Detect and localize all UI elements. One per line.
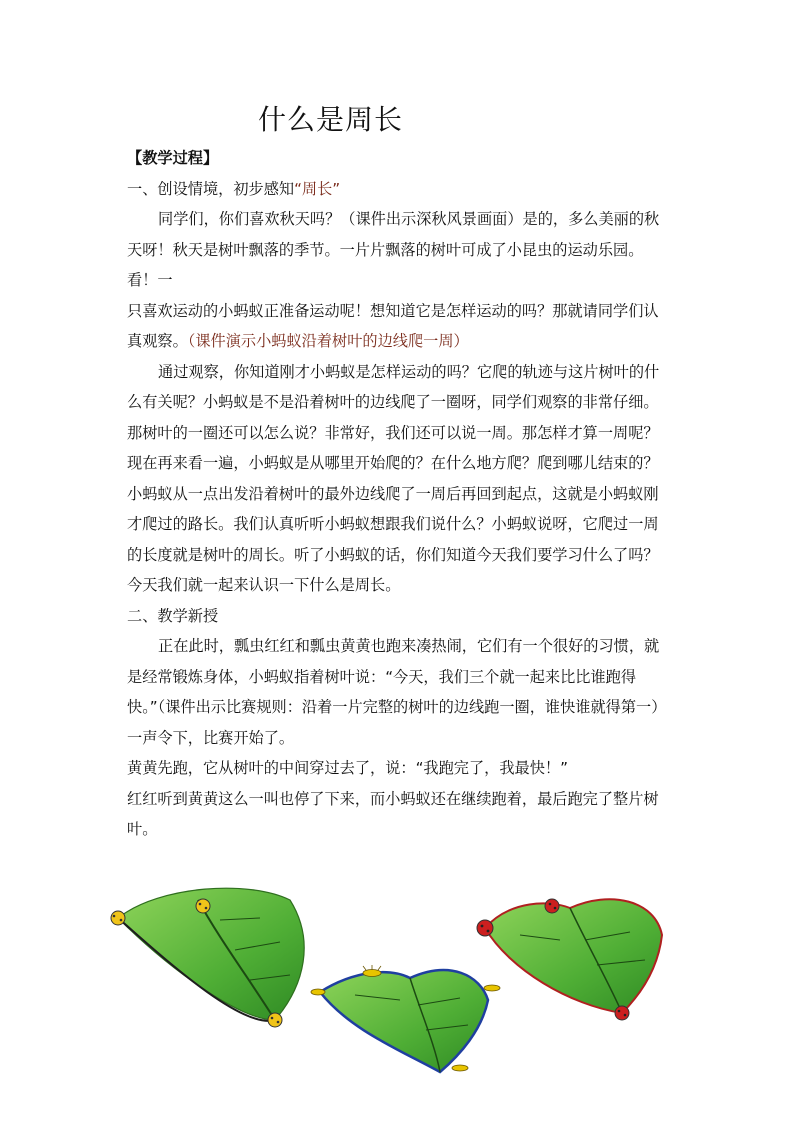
ladybug-yellow-icon (111, 911, 125, 925)
document-body (127, 143, 672, 845)
heading-one-text: 一、创设情境，初步感知 (127, 179, 295, 198)
leaves-svg (100, 880, 680, 1090)
paragraph-6: 红红听到黄黄这么一叫也停了下来，而小蚂蚁还在继续跑着，最后跑完了整片树叶。 (127, 789, 659, 838)
heading-two: 二、教学新授 (127, 606, 219, 625)
leaves-illustration (100, 880, 680, 1090)
paragraph-1 (127, 204, 672, 296)
ladybug-yellow-bottom-icon (268, 1013, 282, 1027)
ant-icon (484, 985, 500, 991)
ladybug-yellow-top-icon (196, 899, 210, 913)
ant-icon (311, 989, 325, 995)
paragraph-1-note: （课件出示深秋风景画面） (340, 210, 523, 228)
heading-one-quote: “周长” (294, 179, 341, 198)
ant-icon (452, 1065, 468, 1071)
ladybug-red-icon (545, 899, 559, 913)
paragraph-5: 黄黄先跑，它从树叶的中间穿过去了，说：“我跑完了，我最快！” (127, 759, 568, 777)
paragraph-2 (127, 296, 672, 357)
paragraph-3: 通过观察，你知道刚才小蚂蚁是怎样运动的吗？它爬的轨迹与这片树叶的什么有关呢？小蚂蚁是不是沿着树叶的边线爬了一圈呀，同学们观察的非常仔细。那树叶的一圈还可以怎么说？非常好，我们还可以说一周。那怎样才算一周呢？现在再来看一遍，小蚂蚁是从哪里开始爬的？在什么地方爬？爬到哪儿结束的？小蚂蚁从一点出发沿着树叶的最外边线爬了一周后再回到起点，这就是小蚂蚁刚才爬过的路长。我们认真听听小蚂蚁想跟我们说什么？小蚂蚁说呀，它爬过一周的长度就是树叶的周长。听了小蚂蚁的话，你们知道今天我们要学习什么了吗？今天我们就一起来认识一下什么是周长。 (127, 362, 660, 594)
ladybug-red-icon (615, 1006, 629, 1020)
page-title: 什么是周长 (258, 103, 404, 136)
middle-leaf (311, 965, 500, 1072)
paragraph-2-note: （课件演示小蚂蚁沿着树叶的边线爬一周） (187, 332, 469, 350)
section-header: 【教学过程】 (127, 149, 219, 167)
paragraph-1-text2: 是的，多么美丽的秋天呀！秋天是树叶飘落的季节。一片片飘落的树叶可成了小昆虫的运动乐园。看！一 (127, 210, 660, 289)
left-leaf (111, 888, 304, 1027)
paragraph-2-text: 只喜欢运动的小蚂蚁正准备运动呢！想知道它是怎样运动的吗？那就请同学们认真观察。 (127, 301, 659, 350)
ladybug-red-icon (477, 920, 493, 936)
ant-icon (363, 965, 381, 977)
heading-one (127, 174, 672, 205)
paragraph-1-text: 同学们，你们喜欢秋天吗？ (158, 210, 341, 228)
paragraph-4: 正在此时，瓢虫红红和瓢虫黄黄也跑来凑热闹，它们有一个很好的习惯，就是经常锻炼身体，小蚂蚁指着树叶说：“今天，我们三个就一起来比比谁跑得快。”（课件出示比赛规则：沿着一片完整的树叶的边线跑一圈，谁快谁就得第一）一声令下，比赛开始了。 (127, 637, 667, 747)
right-leaf (477, 899, 662, 1020)
